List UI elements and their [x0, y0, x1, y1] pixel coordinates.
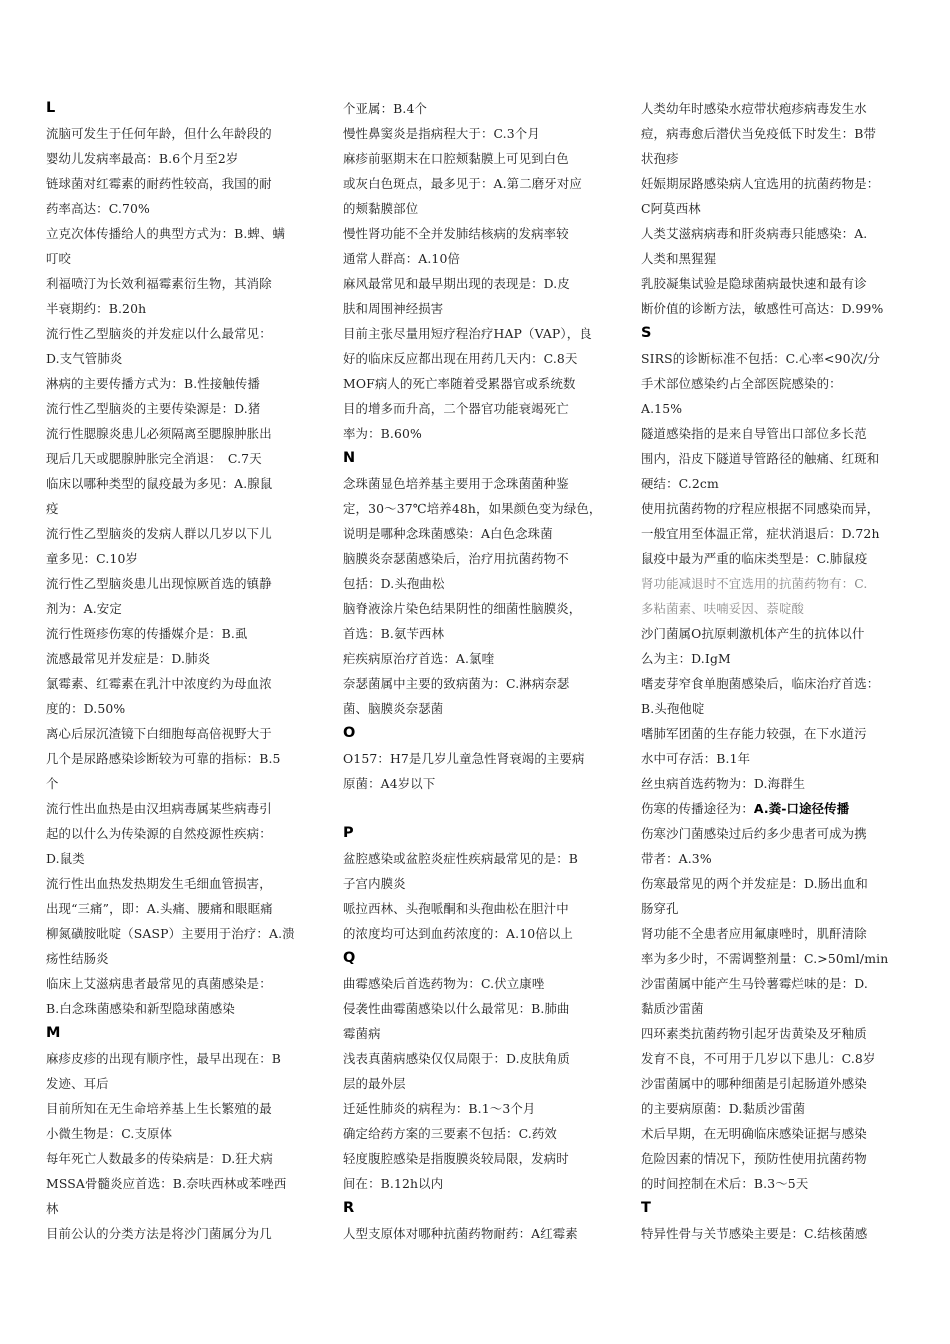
- text-line: [343, 1221, 611, 1246]
- text-line-content: O157：H7是几岁儿童急性肾衰竭的主要病: [343, 751, 585, 766]
- text-line-content: 人类艾滋病病毒和肝炎病毒只能感染：A.: [641, 226, 868, 241]
- text-line-content: 几个是尿路感染诊断较为可靠的指标：B.5: [46, 751, 281, 766]
- text-line-content: 围内，沿皮下隧道导管路径的触痛、红斑和: [641, 451, 880, 466]
- text-line-content: 目前所知在无生命培养基上生长繁殖的最: [46, 1101, 272, 1116]
- text-line-content: 隧道感染指的是来自导管出口部位多长范: [641, 426, 867, 441]
- text-line: [46, 146, 314, 171]
- text-line-content: 度的：D.50%: [46, 701, 126, 716]
- text-line-content: 状孢疹: [641, 151, 679, 166]
- text-line: [46, 371, 314, 396]
- text-line: [46, 821, 314, 846]
- text-line: [641, 446, 909, 471]
- text-line-content: 临床以哪种类型的鼠疫最为多见：A.腺鼠: [46, 476, 273, 491]
- text-line-content: 叮咬: [46, 251, 72, 266]
- text-line-content: 立克次体传播给人的典型方式为：B.蜱、螨: [46, 226, 286, 241]
- text-line-content: 流脑可发生于任何年龄，但什么年龄段的: [46, 126, 272, 141]
- text-line: [46, 1196, 314, 1221]
- text-line: [641, 571, 909, 596]
- text-line: [46, 271, 314, 296]
- text-line: [641, 96, 909, 121]
- text-line: [46, 1046, 314, 1071]
- text-line-content: 个亚属：B.4个: [343, 101, 428, 116]
- text-line: [343, 1071, 611, 1096]
- text-line-content: 四环素类抗菌药物引起牙齿黄染及牙釉质: [641, 1026, 867, 1041]
- text-line: [641, 1171, 909, 1196]
- text-line: [641, 971, 909, 996]
- text-line: [343, 771, 611, 796]
- text-line: [46, 746, 314, 771]
- section-letter-heading: O: [343, 725, 356, 741]
- text-line: [46, 571, 314, 596]
- text-line: [46, 696, 314, 721]
- text-line: [46, 921, 314, 946]
- text-line-content: 离心后尿沉渣镜下白细胞每高倍视野大于: [46, 726, 272, 741]
- text-line-content: 间在：B.12h以内: [343, 1176, 444, 1191]
- text-line-content: 每年死亡人数最多的传染病是：D.狂犬病: [46, 1151, 273, 1166]
- text-line: [641, 821, 909, 846]
- text-line: [343, 246, 611, 271]
- text-line-content: 曲霉感染后首选药物为：C.伏立康唑: [343, 976, 545, 991]
- section-letter-heading: T: [641, 1200, 651, 1216]
- text-line: [641, 121, 909, 146]
- text-line-content: 术后早期，在无明确临床感染证据与感染: [641, 1126, 867, 1141]
- text-line-content: 疟疾病原治疗首选：A.氯喹: [343, 651, 495, 666]
- text-line-content: 起的以什么为传染源的自然疫源性疾病：: [46, 826, 272, 841]
- text-line-content: 出现“三痛”，即：A.头痛、腰痛和眼眶痛: [46, 901, 273, 916]
- text-line: [46, 1146, 314, 1171]
- text-line: [343, 471, 611, 496]
- text-line: [46, 496, 314, 521]
- text-line-content: D.鼠类: [46, 851, 85, 866]
- text-line-content: 念珠菌显色培养基主要用于念珠菌菌种鉴: [343, 476, 569, 491]
- text-line-content: 伤寒的传播途径为：: [641, 801, 754, 816]
- text-line-content: 么为主：D.IgM: [641, 651, 731, 666]
- text-line: [46, 1221, 314, 1246]
- section-letter-heading: R: [343, 1200, 355, 1216]
- text-line-content: A.15%: [641, 401, 683, 416]
- text-line-content: B.头孢他啶: [641, 701, 705, 716]
- text-line: [641, 146, 909, 171]
- text-line-content: 流行性腮腺炎患儿必须隔离至腮腺肿胀出: [46, 426, 272, 441]
- text-line-content: 奈瑟菌属中主要的致病菌为：C.淋病奈瑟: [343, 676, 570, 691]
- text-line-content: 层的最外层: [343, 1076, 406, 1091]
- text-line-content: 黏质沙雷菌: [641, 1001, 704, 1016]
- text-line-content: C阿莫西林: [641, 201, 701, 216]
- text-line: [641, 546, 909, 571]
- text-line: [641, 896, 909, 921]
- text-line-content: 氯霉素、红霉素在乳汁中浓度约为母血浓: [46, 676, 272, 691]
- text-line: [343, 296, 611, 321]
- text-line: [641, 496, 909, 521]
- text-line: [641, 646, 909, 671]
- text-line-content: 浅表真菌病感染仅仅局限于：D.皮肤角质: [343, 1051, 570, 1066]
- text-line-content: 的时间控制在术后：B.3～5天: [641, 1176, 809, 1191]
- text-line-content: 原菌：A4岁以下: [343, 776, 436, 791]
- text-line: [46, 221, 314, 246]
- text-line: [343, 621, 611, 646]
- text-line-content: 流行性乙型脑炎的主要传染源是：D.猪: [46, 401, 261, 416]
- text-line-content: 带者：A.3%: [641, 851, 712, 866]
- text-line-content: 脑膜炎奈瑟菌感染后，治疗用抗菌药物不: [343, 551, 569, 566]
- text-line-content: 人类幼年时感染水痘带状疱疹病毒发生水: [641, 101, 867, 116]
- text-line-content: 沙门菌属O抗原刺激机体产生的抗体以什: [641, 626, 865, 641]
- text-line: [641, 796, 909, 821]
- section-letter-heading: M: [46, 1025, 61, 1041]
- text-line: [46, 771, 314, 796]
- text-column-2: [343, 96, 611, 1246]
- text-line: [46, 796, 314, 821]
- text-line: [46, 896, 314, 921]
- text-line: [343, 1046, 611, 1071]
- section-letter-heading: Q: [343, 950, 356, 966]
- text-line-content: 的主要病原菌：D.黏质沙雷菌: [641, 1101, 806, 1116]
- text-line: [641, 1071, 909, 1096]
- text-line-content: 肤和周围神经损害: [343, 301, 444, 316]
- text-line-content: 危险因素的情况下，预防性使用抗菌药物: [641, 1151, 867, 1166]
- text-line-content: 目前主张尽量用短疗程治疗HAP（VAP），良: [343, 326, 592, 341]
- text-line-content: 伤寒最常见的两个并发症是：D.肠出血和: [641, 876, 868, 891]
- text-line: [641, 946, 909, 971]
- text-line: [46, 421, 314, 446]
- text-line: [46, 996, 314, 1021]
- text-line-content: 嗜肺军团菌的生存能力较强，在下水道污: [641, 726, 867, 741]
- text-line: [641, 1146, 909, 1171]
- text-line-content: MOF病人的死亡率随着受累器官或系统数: [343, 376, 576, 391]
- text-line: [343, 1096, 611, 1121]
- text-line: [46, 246, 314, 271]
- text-line: [343, 171, 611, 196]
- text-line-content: 链球菌对红霉素的耐药性较高，我国的耐: [46, 176, 272, 191]
- text-line-content: 童多见：C.10岁: [46, 551, 139, 566]
- text-line: [641, 371, 909, 396]
- text-line-content: 肾功能减退时不宜选用的抗菌药物有：C.: [641, 576, 868, 591]
- text-line-content: 流行性出血热是由汉坦病毒属某些病毒引: [46, 801, 272, 816]
- text-line: [641, 746, 909, 771]
- text-line: [343, 996, 611, 1021]
- text-line: [46, 396, 314, 421]
- text-line-content: 婴幼儿发病率最高：B.6个月至2岁: [46, 151, 239, 166]
- text-line-content: 半衰期约：B.20h: [46, 301, 147, 316]
- text-line-content: MSSA骨髓炎应首选：B.奈呋西林或苯唑西: [46, 1176, 287, 1191]
- text-line: [641, 596, 909, 621]
- text-line-content: 个: [46, 776, 59, 791]
- text-line: [46, 521, 314, 546]
- text-line-content: 盆腔感染或盆腔炎症性疾病最常见的是：B: [343, 851, 578, 866]
- text-line-content: 流行性出血热发热期发生毛细血管损害，: [46, 876, 272, 891]
- text-line-content: 确定给药方案的三要素不包括：C.药效: [343, 1126, 557, 1141]
- text-line-content: 麻风最常见和最早期出现的表现是：D.皮: [343, 276, 570, 291]
- text-line: [641, 271, 909, 296]
- text-line-content: 慢性肾功能不全并发肺结核病的发病率较: [343, 226, 569, 241]
- text-line: [343, 346, 611, 371]
- text-line-content: 人型支原体对哪种抗菌药物耐药：A红霉素: [343, 1226, 578, 1241]
- text-line: [46, 846, 314, 871]
- text-line: [46, 671, 314, 696]
- text-line: [343, 321, 611, 346]
- text-line: [46, 446, 314, 471]
- text-line: [343, 646, 611, 671]
- text-line: [343, 746, 611, 771]
- text-line-content: 多粘菌素、呋喃妥因、萘啶酸: [641, 601, 805, 616]
- text-line-content: 或灰白色斑点，最多见于：A.第二磨牙对应: [343, 176, 582, 191]
- text-line-content: 定，30～37℃培养48h，如果颜色变为绿色，: [343, 501, 602, 516]
- blank-line: [343, 796, 611, 821]
- text-line: [343, 521, 611, 546]
- text-line-content: 好的临床反应都出现在用药几天内：C.8天: [343, 351, 578, 366]
- text-line-content: 痘，病毒愈后潜伏当免疫低下时发生：B带: [641, 126, 876, 141]
- text-line-content: 鼠疫中最为严重的临床类型是：C.肺鼠疫: [641, 551, 868, 566]
- text-line: [343, 871, 611, 896]
- text-line-content: 现后几天或腮腺肿胀完全消退： C.7天: [46, 451, 262, 466]
- text-line: [641, 471, 909, 496]
- text-line-content: 疡性结肠炎: [46, 951, 109, 966]
- text-line-content: 子宫内膜炎: [343, 876, 406, 891]
- text-line-content: 率为多少时，不需调整剂量：C.>50ml/min: [641, 951, 889, 966]
- text-line-content: 特异性骨与关节感染主要是：C.结核菌感: [641, 1226, 868, 1241]
- text-line-content: 脑脊液涂片染色结果阴性的细菌性脑膜炎，: [343, 601, 582, 616]
- text-line: [343, 921, 611, 946]
- text-line: [343, 271, 611, 296]
- text-line: [46, 721, 314, 746]
- text-line: [641, 396, 909, 421]
- text-line: [641, 1021, 909, 1046]
- text-line-content: 嗜麦芽窄食单胞菌感染后，临床治疗首选：: [641, 676, 880, 691]
- text-line: [343, 96, 611, 121]
- text-line-content: 目的增多而升高，二个器官功能衰竭死亡: [343, 401, 569, 416]
- text-line: [641, 1046, 909, 1071]
- text-line: [641, 421, 909, 446]
- text-line-content: 率为：B.60%: [343, 426, 422, 441]
- text-line: [641, 996, 909, 1021]
- text-line-content: 流行性乙型脑炎患儿出现惊厥首选的镇静: [46, 576, 272, 591]
- text-line-content: 轻度腹腔感染是指腹膜炎较局限，发病时: [343, 1151, 569, 1166]
- text-line: [46, 871, 314, 896]
- text-line: [46, 646, 314, 671]
- text-line: [641, 771, 909, 796]
- text-line: [46, 1096, 314, 1121]
- text-line-content: 目前公认的分类方法是将沙门菌属分为几: [46, 1226, 272, 1241]
- text-column-3: [641, 96, 909, 1246]
- text-line: [343, 546, 611, 571]
- text-line: [641, 246, 909, 271]
- text-line-content: 丝虫病首选药物为：D.海群生: [641, 776, 806, 791]
- text-line: [641, 171, 909, 196]
- text-line-content: B.白念珠菌感染和新型隐球菌感染: [46, 1001, 235, 1016]
- text-line: [641, 696, 909, 721]
- text-line-content: 麻疹皮疹的出现有顺序性，最早出现在：B: [46, 1051, 281, 1066]
- text-line-content: 手术部位感染约占全部医院感染的：: [641, 376, 842, 391]
- text-line-content: 乳胶凝集试验是隐球菌病最快速和最有诊: [641, 276, 867, 291]
- text-line-content: 说明是哪种念珠菌感染：A白色念珠菌: [343, 526, 553, 541]
- text-line: [343, 121, 611, 146]
- text-line-content: 人类和黑猩猩: [641, 251, 717, 266]
- text-line-content: 剂为：A.安定: [46, 601, 122, 616]
- text-line-content: 利福喷汀为长效利福霉素衍生物，其消除: [46, 276, 272, 291]
- text-line-content: 流行性乙型脑炎的发病人群以几岁以下儿: [46, 526, 272, 541]
- text-line-content: 水中可存活：B.1年: [641, 751, 751, 766]
- text-line-content: 一般宜用至体温正常，症状消退后：D.72h: [641, 526, 880, 541]
- text-line: [641, 721, 909, 746]
- text-line-content: 断价值的诊断方法，敏感性可高达：D.99%: [641, 301, 884, 316]
- text-line: [641, 871, 909, 896]
- text-line: [343, 1021, 611, 1046]
- text-line-content: 哌拉西林、头孢哌酮和头孢曲松在胆汁中: [343, 901, 569, 916]
- text-line-content: 包括：D.头孢曲松: [343, 576, 445, 591]
- text-line-content: 发迹、耳后: [46, 1076, 109, 1091]
- text-line: [46, 596, 314, 621]
- text-line: [641, 196, 909, 221]
- text-line: [343, 1121, 611, 1146]
- text-column-1: [46, 96, 314, 1246]
- text-line: [46, 346, 314, 371]
- text-line: [343, 571, 611, 596]
- text-line: [641, 846, 909, 871]
- section-letter-heading: S: [641, 325, 652, 341]
- text-line-content: 药率高达：C.70%: [46, 201, 150, 216]
- text-line: [46, 621, 314, 646]
- text-line: [641, 221, 909, 246]
- text-line-content: 的浓度均可达到血药浓度的：A.10倍以上: [343, 926, 573, 941]
- text-line: [46, 1171, 314, 1196]
- text-line: [343, 371, 611, 396]
- section-letter-heading: P: [343, 825, 354, 841]
- text-line: [343, 1146, 611, 1171]
- text-line: [641, 521, 909, 546]
- text-line-content: 慢性鼻窦炎是指病程大于：C.3个月: [343, 126, 540, 141]
- text-line-content: 首选：B.氨苄西林: [343, 626, 445, 641]
- section-letter-heading: N: [343, 450, 356, 466]
- text-line-content: 迁延性肺炎的病程为：B.1～3个月: [343, 1101, 536, 1116]
- text-line-content: 淋病的主要传播方式为：B.性接触传播: [46, 376, 260, 391]
- text-line: [46, 546, 314, 571]
- text-line: [343, 896, 611, 921]
- text-line: [46, 196, 314, 221]
- text-line: [343, 1171, 611, 1196]
- text-line: [641, 1096, 909, 1121]
- text-line: [46, 171, 314, 196]
- text-line: [46, 471, 314, 496]
- text-line: [641, 921, 909, 946]
- text-line-content: 沙雷菌属中能产生马铃薯霉烂味的是：D.: [641, 976, 868, 991]
- text-line: [46, 946, 314, 971]
- text-line-content: 柳氮磺胺吡啶（SASP）主要用于治疗：A.溃: [46, 926, 295, 941]
- text-line: [641, 1221, 909, 1246]
- text-line-content: 临床上艾滋病患者最常见的真菌感染是：: [46, 976, 272, 991]
- text-line-content: 林: [46, 1201, 59, 1216]
- text-line-content: 霉菌病: [343, 1026, 381, 1041]
- text-line: [641, 621, 909, 646]
- section-letter-heading: L: [46, 100, 56, 116]
- text-line-content: 流行性斑疹伤寒的传播媒介是：B.虱: [46, 626, 248, 641]
- text-line: [343, 596, 611, 621]
- text-line: [343, 396, 611, 421]
- text-line: [343, 696, 611, 721]
- text-line: [343, 146, 611, 171]
- text-line-content: 使用抗菌药物的疗程应根据不同感染而异，: [641, 501, 880, 516]
- text-line: [641, 1121, 909, 1146]
- text-line-content: 肾功能不全患者应用氟康唑时，肌酐清除: [641, 926, 867, 941]
- text-line-content: 通常人群高：A.10倍: [343, 251, 461, 266]
- text-line-content: 麻疹前驱期末在口腔颊黏膜上可见到白色: [343, 151, 569, 166]
- text-line-content: 侵袭性曲霉菌感染以什么最常见：B.肺曲: [343, 1001, 570, 1016]
- text-line-content: 菌、脑膜炎奈瑟菌: [343, 701, 444, 716]
- text-line: [343, 221, 611, 246]
- text-line: [343, 421, 611, 446]
- text-line-content: 小微生物是：C.支原体: [46, 1126, 173, 1141]
- text-line: [46, 321, 314, 346]
- text-line: [343, 971, 611, 996]
- text-line: [46, 1121, 314, 1146]
- text-line-content: 发育不良，不可用于几岁以下患儿：C.8岁: [641, 1051, 876, 1066]
- text-line: [343, 496, 611, 521]
- text-line-content: 沙雷菌属中的哪种细菌是引起肠道外感染: [641, 1076, 867, 1091]
- text-line-content: 的颊黏膜部位: [343, 201, 419, 216]
- text-line: [343, 196, 611, 221]
- text-line-content: 流行性乙型脑炎的并发症以什么最常见：: [46, 326, 272, 341]
- text-line-content: 妊娠期尿路感染病人宜选用的抗菌药物是：: [641, 176, 880, 191]
- text-line: [46, 1071, 314, 1096]
- text-line: [641, 671, 909, 696]
- text-line-content: 伤寒沙门菌感染过后约多少患者可成为携: [641, 826, 867, 841]
- text-line-content: 疫: [46, 501, 59, 516]
- text-line: [46, 296, 314, 321]
- text-line: [343, 846, 611, 871]
- text-line: [641, 346, 909, 371]
- text-line-content: 硬结：C.2cm: [641, 476, 719, 491]
- text-line: [46, 121, 314, 146]
- text-line: [343, 671, 611, 696]
- text-line-content: 肠穿孔: [641, 901, 679, 916]
- text-line: [641, 296, 909, 321]
- text-line: [46, 971, 314, 996]
- text-line-content: SIRS的诊断标准不包括：C.心率<90次/分: [641, 351, 881, 366]
- text-line-content: 流感最常见并发症是：D.肺炎: [46, 651, 211, 666]
- answer-emphasis: A.粪-口途径传播: [753, 801, 850, 816]
- text-line-content: D.支气管肺炎: [46, 351, 123, 366]
